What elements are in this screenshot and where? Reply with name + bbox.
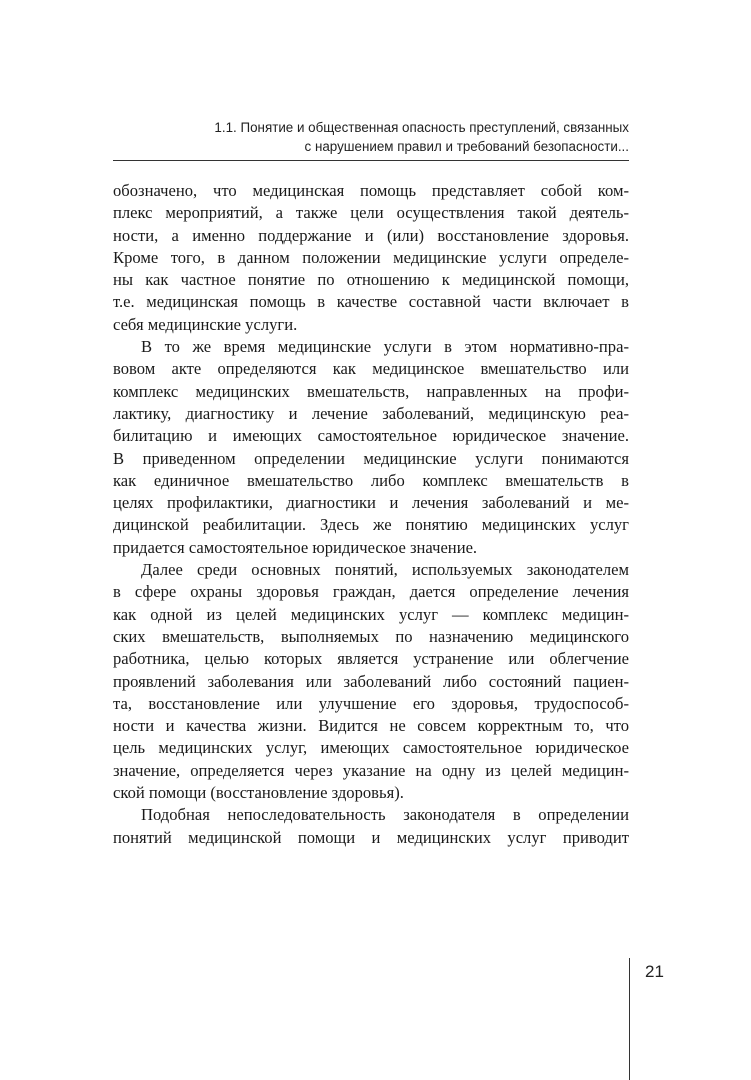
text-line: в сфере охраны здоровья граждан, дается определение лечения <box>113 582 629 602</box>
paragraph-2 <box>113 336 629 559</box>
text-line: В то же время медицинские услуги в этом нормативно-пра- <box>141 337 629 357</box>
text-line: как одной из целей медицинских услуг — комплекс медицин- <box>113 604 629 624</box>
text-line: ности и качества жизни. Видится не совсем корректным то, что <box>113 716 629 736</box>
text-line: значение, определяется через указание на одну из целей медицин- <box>113 760 629 780</box>
text-line: работника, целью которых является устранение или облегчение <box>113 649 629 669</box>
text-line: придается самостоятельное юридическое значение. <box>113 537 478 557</box>
running-head-line-1: 1.1. Понятие и общественная опасность преступлений, связанных <box>214 120 629 135</box>
page-number: 21 <box>645 962 664 981</box>
text-line: понятий медицинской помощи и медицинских услуг приводит <box>113 827 629 847</box>
text-line: ской помощи (восстановление здоровья). <box>113 783 404 803</box>
text-line: Кроме того, в данном положении медицинские услуги определе- <box>113 247 629 267</box>
text-line: цель медицинских услуг, имеющих самостоятельное юридическое <box>113 738 629 758</box>
text-line: билитацию и имеющих самостоятельное юридическое значение. <box>113 426 629 446</box>
text-line: лактику, диагностику и лечение заболеваний, медицинскую реа- <box>113 403 629 423</box>
paragraph-3 <box>113 559 629 804</box>
running-head <box>113 118 629 156</box>
text-line: ны как частное понятие по отношению к медицинской помощи, <box>113 270 629 290</box>
header-rule <box>113 160 629 161</box>
text-line: комплекс медицинских вмешательств, направленных на профи- <box>113 381 629 401</box>
text-line: проявлений заболевания или заболеваний либо состояний пациен- <box>113 671 629 691</box>
text-line: Далее среди основных понятий, используемых законодателем <box>141 560 629 580</box>
paragraph-1 <box>113 180 629 336</box>
text-line: та, восстановление или улучшение его здоровья, трудоспособ- <box>113 693 629 713</box>
text-line: вовом акте определяются как медицинское вмешательство или <box>113 359 629 379</box>
text-line: т.е. медицинская помощь в качестве составной части включает в <box>113 292 629 312</box>
paragraph-4 <box>113 804 629 849</box>
body-text <box>113 180 629 849</box>
running-head-line-2: с нарушением правил и требований безопасности... <box>304 139 629 154</box>
text-line: дицинской реабилитации. Здесь же понятию медицинских услуг <box>113 515 629 535</box>
text-line: как единичное вмешательство либо комплекс вмешательств в <box>113 470 629 490</box>
text-line: плекс мероприятий, а также цели осуществления такой деятель- <box>113 203 629 223</box>
text-line: ских вмешательств, выполняемых по назначению медицинского <box>113 626 629 646</box>
text-line: обозначено, что медицинская помощь представляет собой ком- <box>113 181 629 200</box>
page-number-rule <box>629 958 630 1080</box>
text-line: себя медицинские услуги. <box>113 314 298 334</box>
text-line: целях профилактики, диагностики и лечения заболеваний и ме- <box>113 493 629 513</box>
text-line: В приведенном определении медицинские услуги понимаются <box>113 448 629 468</box>
text-line: ности, а именно поддержание и (или) восстановление здоровья. <box>113 225 629 245</box>
text-line: Подобная непоследовательность законодателя в определении <box>141 805 629 825</box>
